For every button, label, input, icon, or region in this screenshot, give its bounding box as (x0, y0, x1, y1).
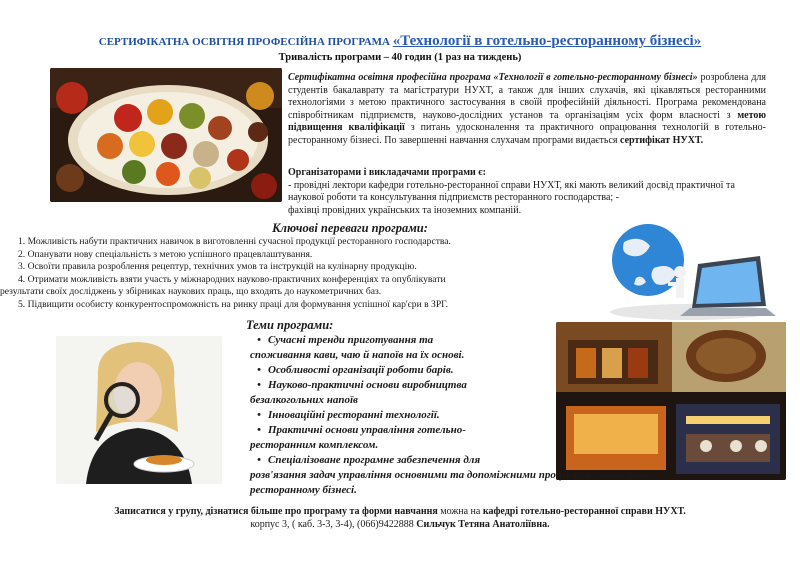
bullet: • (257, 379, 261, 391)
topic-item (250, 453, 770, 468)
qualification-highlight: метою підвищення кваліфікації (288, 109, 766, 133)
contact-person: Сильчук Тетяна Анатоліївна. (416, 519, 550, 530)
advantage-item: 4. Отримати можливість взяти участь у міжнародних науково-практичних конференціях та опублікувати (18, 273, 446, 285)
topic-item (250, 363, 770, 378)
topics-list (250, 333, 770, 498)
advantage-item: 2. Опанувати нову спеціальність з метою успішного працевлаштування. (18, 248, 313, 260)
topic-item-continued (250, 483, 770, 498)
organizers-section (288, 167, 766, 217)
advantage-item: результати своїх досліджень у збірниках наукових праць, що входять до наукометричних баз. (0, 286, 382, 297)
topic-item (250, 423, 770, 438)
topic-text: Спеціалізоване програмне забезпечення для (268, 454, 481, 466)
topic-item-continued (250, 438, 770, 453)
advantages-list (0, 236, 580, 311)
topic-item (250, 408, 770, 423)
description-part-2: з питань удосконалення та практичного опрацювання технологій в готельно-ресторанному бізнесі. По завершенні навчання слухачам програми видається (288, 122, 766, 146)
organizers-line-2: фахівці провідних українських та іноземних компаній. (288, 204, 522, 216)
header-lead: СЕРТИФІКАТНА ОСВІТНЯ ПРОФЕСІЙНА ПРОГРАМА (98, 36, 393, 48)
woman-magnifier-photo (56, 336, 222, 484)
contact-info (0, 519, 800, 530)
spices-photo (50, 68, 282, 202)
organizers-title: Організаторами і викладачами програми є: (288, 167, 486, 178)
department-name: кафедрі готельно-ресторанної справи НУХТ. (482, 506, 686, 517)
topic-item (250, 378, 770, 393)
enrollment-lead: Записатися у групу, дізнатися більше про програму та форми навчання (114, 506, 438, 517)
topic-text: Інноваційні ресторанні технології. (268, 409, 440, 421)
enrollment-connector: можна на (437, 506, 483, 517)
bullet: • (257, 424, 261, 436)
program-description (288, 72, 766, 147)
topic-text: ресторанним комплексом. (250, 439, 379, 451)
topic-text: Сучасні тренди приготування та (268, 334, 434, 346)
globe-laptop-illustration (580, 212, 780, 322)
topic-text: ресторанному бізнесі. (250, 484, 357, 496)
topic-text: розв'язання задач управління основними та допоміжними процесами в готельно- (250, 469, 650, 481)
enrollment-info (0, 506, 800, 517)
program-header (0, 33, 800, 50)
advantage-item: 1. Можливість набути практичних навичок в виготовленні сучасної продукції ресторанного господарства. (18, 236, 451, 247)
program-title: «Технології в готельно-ресторанному бізнесі» (392, 33, 702, 49)
advantages-title: Ключові переваги програми: (272, 221, 428, 235)
bullet: • (257, 364, 261, 376)
organizers-line-1: - провідні лектори кафедри готельно-ресторанної справи НУХТ, які мають великий досвід практичної та наукової роботи та консультування підприємств ресторанного господарства; - (288, 179, 735, 203)
topic-item-continued (250, 393, 770, 408)
advantage-item: 5. Підвищити особисту конкурентоспроможність на ринку праці для формування успішної кар'єри в ЗРГ. (18, 298, 449, 310)
topic-item-continued (250, 348, 770, 363)
bullet: • (257, 334, 261, 346)
certificate-highlight: сертифікат НУХТ. (620, 134, 704, 146)
topic-text: безалкогольних напоїв (250, 394, 358, 406)
bullet: • (257, 454, 261, 466)
topics-title: Теми програми: (246, 318, 334, 332)
advantage-item: 3. Освоїти правила розроблення рецептур, технічних умов та інструкцій на кулінарну продукцію. (18, 261, 417, 272)
topic-text: Особливості організації роботи барів. (268, 364, 454, 376)
topic-item (250, 333, 770, 348)
topic-text: Науково-практичні основи виробництва (268, 379, 467, 391)
topic-item-continued (250, 468, 770, 483)
description-part-1: розроблена для студентів бакалаврату та магістратури НУХТ, а також для інших слухачів, які цікавляться ресторанними технологіями з метою практичного застосування в своїй професійній діяльності. Програма рекомендована співробітникам підприємств, науково-дослідних установ та організаціям усіх форм власності з (288, 72, 767, 121)
topic-text: Практичні основи управління готельно- (268, 424, 466, 436)
bullet: • (257, 409, 261, 421)
program-duration: Тривалість програми – 40 годин (1 раз на тиждень) (278, 52, 522, 63)
description-lead: Сертифікатна освітня професійна програма «Технології в готельно-ресторанному бізнесі» (288, 72, 698, 83)
contact-address-phone: корпус 3, ( каб. 3-3, 3-4), (066)9422888 (250, 519, 417, 530)
topic-text: споживання кави, чаю й напоїв на їх основі. (250, 349, 465, 361)
